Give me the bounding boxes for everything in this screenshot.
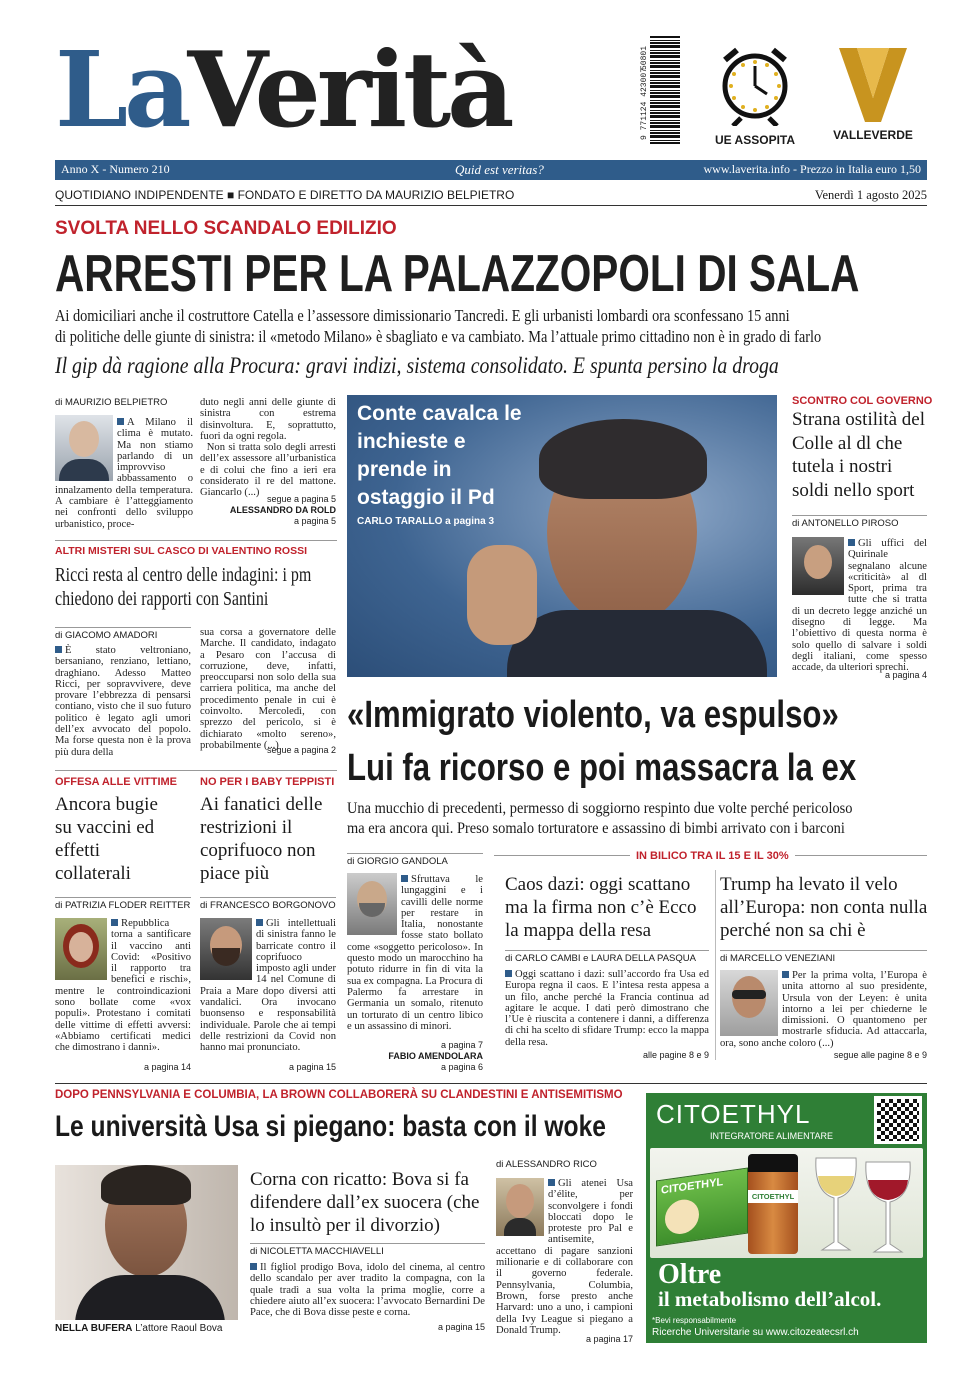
immigrato-headline-2[interactable]: Lui fa ricorso e poi massacra la ex (347, 748, 857, 789)
valleverde-v-icon (835, 42, 911, 124)
dazi-ref-2[interactable]: segue alle pagine 8 e 9 (833, 1050, 927, 1060)
ad-claim-1: Oltre (658, 1259, 722, 1290)
belpietro-text-2: duto negli anni delle giunte di sinistra con estrema disinvoltura. E, soprattutto, fuori da ogni regola. Non si tratta solo degli arresti dell’ex assessore all’urbanistica e di colui che fino a ieri era considerato il re del mattone. Giancarlo (...) (200, 397, 337, 499)
immigrato-text: Sfruttava le lungaggini e i cavilli delle norme per restare in Italia, nonostante fosse stato bollato come «soggetto pericoloso». In questo modo un marocchino ha potuto ridurre in fin di vita la sua ex compagna. La Procura di Palermo fa arrestare in Germania un somalo, ritenuto un torturato di un centro libico e un assassino di minori. (347, 874, 483, 1032)
bova-text: Il figliol prodigo Bova, idolo del cinema, al centro dello scandalo per aver tradito la compagna, con la quale tradì a sua volta la prima moglie, corre a chiedere aiuto all’ex suocera: l’avvocato Bernardini De Pace, che di Bova disse peste e corna. (250, 1262, 485, 1319)
vaccini-byline: di PATRIZIA FLODER REITTER (55, 897, 191, 911)
ad-bottle: CITOETHYL (748, 1154, 798, 1254)
qr-code (874, 1096, 922, 1144)
date: Venerdì 1 agosto 2025 (814, 188, 927, 202)
rossi-text-1: È stato veltroniano, bersaniano, renziano, lettiano, draghiano. Adesso Matteo Ricci, per sopravvivere, deve provare l’ebbrezza di pensarsi contiano, visto che il suo futuro politico è legato agli umori dell’ex avvocato del popolo. Ma forse questa non è la prova più dura della (55, 645, 191, 758)
dazi-title-1[interactable]: Caos dazi: oggi scattano ma la firma non c’è Ecco la mappa della resa (505, 874, 697, 941)
logo-la: La (55, 28, 188, 151)
belpietro-ref[interactable]: segue a pagina 5 (266, 494, 336, 504)
citoethyl-ad[interactable] (646, 1093, 927, 1343)
lead-kicker: SVOLTA NELLO SCANDALO EDILIZIO (55, 218, 397, 239)
valleverde-logo (835, 42, 911, 124)
rico-ref[interactable]: a pagina 17 (585, 1334, 633, 1344)
motto: Quid est veritas? (455, 162, 544, 177)
dazi-kicker: IN BILICO TRA IL 15 E IL 30% (630, 850, 795, 862)
rico-byline: di ALESSANDRO RICO (496, 1159, 597, 1170)
bova-ref[interactable]: a pagina 15 (437, 1322, 485, 1332)
piroso-byline: di ANTONELLO PIROSO (792, 515, 927, 529)
lead-headline[interactable]: ARRESTI PER LA PALAZZOPOLI DI SALA (55, 246, 860, 302)
ad-subtitle: INTEGRATORE ALIMENTARE (710, 1131, 834, 1141)
info-bar (55, 160, 927, 180)
rossi-text-2: sua corsa a governatore delle Marche. Il candidato, indagato a Pesaro con l’accusa di corruzione, deve, infatti, preoccuparsi non solo della sua carriera politica, ma anche del procedimento penale in cui è coinvolto. Mercoledì, con sprezzo del pericolo, si è dichiarato «molto sereno», probabilmente (...) (200, 627, 336, 751)
dazi-byline-1: di CARLO CAMBI e LAURA DELLA PASQUA (505, 950, 709, 964)
masthead (0, 0, 980, 210)
logo-verita: Verità (187, 28, 511, 151)
immigrato-deck-1: Una mucchio di precedenti, permesso di soggiorno respinto due volte perché pericoloso (347, 800, 853, 817)
coprifuoco-text: Gli intellettuali di sinistra fanno le barricate contro il coprifuoco imposto agli under 14 nel Comune di Praia a Mare dopo diversi atti vandalici. Ora invocano buonsenso e responsabilità individuale. Parole che ai tempi delle restrizioni da Covid non hanno mai pronunciato. (200, 918, 336, 1054)
lead-subhead: Il gip dà ragione alla Procura: gravi indizi, sistema consolidato. E spunta persino la droga (55, 353, 779, 378)
promo-ue-assopita[interactable] (715, 40, 795, 150)
site-price[interactable]: www.laverita.info - Prezzo in Italia euro 1,50 (703, 162, 921, 176)
rossi-byline: di GIACOMO AMADORI (55, 627, 191, 641)
daroldo-byline: ALESSANDRO DA ROLD (229, 505, 336, 515)
lead-deck-1: Ai domiciliari anche il costruttore Catella e l’assessore dimissionario Tancredi. E gli urbanisti lombardi ora sconfessano 15 anni (55, 306, 790, 325)
issue-number: Anno X - Numero 210 (61, 162, 170, 176)
conte-title[interactable]: Conte cavalca le inchieste e prende in ostaggio il Pd (357, 402, 522, 509)
lead-deck-2: di politiche delle giunte di sinistra: il «metodo Milano» è sbagliato e va cambiato. Ma l’attuale primo cittadino non è in grado di farlo (55, 327, 822, 346)
dazi-text-2: Per la prima volta, l’Europa è unita attorno al suo presidente, Ursula von der Leyen: è unita intorno a lei per chiederne le dimissioni. O quantomeno per mostrarle sfiducia. Ad attaccarla, ora, sono anche coloro (...) (720, 970, 927, 1049)
piroso-text: Gli uffici del Quirinale segnalano alcune «criticità» al dl Sport, prima tra tutte che si tratta di un decreto legge anziché un disegno di legge. Ma l’obiettivo di questa norma è solo quello di salvare i soldi degli italiani, come spesso accade, da ulteriori sprechi. (792, 538, 927, 674)
belpietro-text-1: A Milano il clima è mutato. Ma non stiamo parlando di un improvviso abbassamento o innalzamento della temperatura. A cambiare è l’atteggiamento nei confronti dello sviluppo urbanistico, proce- (55, 417, 193, 530)
piroso-kicker: SCONTRO COL GOVERNO (792, 395, 933, 407)
ad-scene (650, 1148, 923, 1258)
ad-brand: CITOETHYL (656, 1099, 811, 1129)
coprifuoco-byline: di FRANCESCO BORGONOVO (200, 897, 336, 911)
bova-title[interactable]: Corna con ricatto: Bova si fa difendere dall’ex suocera (che lo insultò per il divorzio) (250, 1169, 480, 1236)
piroso-title[interactable]: Strana ostilità del Colle al dl che tutela i nostri soldi nello sport (792, 409, 925, 501)
amendolara-byline: FABIO AMENDOLARA (388, 1051, 483, 1061)
dazi-ref-1[interactable]: alle pagine 8 e 9 (642, 1050, 709, 1060)
immigrato-headline-1[interactable]: «Immigrato violento, va espulso» (347, 695, 839, 735)
bova-photo[interactable] (55, 1165, 238, 1320)
bova-caption: NELLA BUFERA L’attore Raoul Bova (55, 1323, 223, 1334)
rossi-title[interactable]: Ricci resta al centro delle indagini: i pm chiedono dei rapporti con Santini (55, 564, 312, 610)
immigrato-ref-1[interactable]: a pagina 7 (440, 1040, 483, 1050)
coprifuoco-ref[interactable]: a pagina 15 (288, 1062, 336, 1072)
dazi-byline-2: di MARCELLO VENEZIANI (720, 950, 927, 964)
vaccini-ref[interactable]: a pagina 14 (143, 1062, 191, 1072)
wine-glasses-icon (810, 1152, 920, 1256)
daroldo-ref[interactable]: a pagina 5 (293, 516, 336, 526)
barcode-top: 50801 (640, 45, 649, 70)
rossi-ref[interactable]: segue a pagina 2 (266, 745, 336, 755)
vaccini-text: Repubblica torna a santificare il vaccino anti Covid: «Positivo il rapporto tra benefici e rischi», mentre le controindicazioni sono bollate come «vox populi». Protestano i comitati delle vittime di effetti avversi: «Abbiamo certificati medici che dimostrano i danni». (55, 918, 191, 1054)
ad-footer[interactable]: Ricerche Universitarie su www.citozeatecsrl.ch (652, 1327, 859, 1338)
promo2-label: VALLEVERDE (833, 128, 913, 142)
immigrato-ref-2[interactable]: a pagina 6 (440, 1062, 483, 1072)
vaccini-title[interactable]: Ancora bugie su vaccini ed effetti collaterali (55, 794, 158, 884)
dazi-title-2[interactable]: Trump ha levato il velo all’Europa: non conta nulla perché non sa chi è (720, 874, 928, 941)
bova-byline: di NICOLETTA MACCHIAVELLI (250, 1243, 485, 1257)
promo1-label: UE ASSOPITA (715, 133, 796, 147)
dazi-text-1: Oggi scattano i dazi: sull’accordo fra Usa ed Europa regna il caos. E l’intesa resta appesa a un filo, anche perché la Francia continua ad agitare le acque. I dati però dimostrano che l’Ue è riuscita a contenere i danni, a differenza di chi ha scelto di sfidare Trump: ecco la mappa della resa. (505, 969, 709, 1048)
ad-claim-2: il metabolismo dell’alcol. (658, 1287, 882, 1311)
rossi-kicker: ALTRI MISTERI SUL CASCO DI VALENTINO ROSSI (55, 545, 308, 557)
logo[interactable] (55, 28, 511, 151)
rico-text: Gli atenei Usa d’élite, per sconvolgere i fondi bloccati dopo le proteste pro Pal e antisemite, accettano di pagare sanzioni milionarie e di collaborare con il governo federale. Pennsylvania, Columbia, Brown, forse presto anche Harvard: uno a uno, i campioni della Ivy League si piegano a Donald Trump. (496, 1178, 633, 1336)
alarm-clock-icon (715, 40, 795, 126)
ad-note: *Bevi responsabilmente (652, 1316, 737, 1325)
coprifuoco-kicker: NO PER I BABY TEPPISTI (200, 776, 335, 788)
promo-valleverde[interactable] (818, 42, 928, 150)
barcode (650, 36, 680, 144)
woke-kicker: DOPO PENNSYLVANIA E COLUMBIA, LA BROWN COLLABORERÀ SU CLANDESTINI E ANTISEMITISMO (55, 1089, 623, 1101)
immigrato-deck-2: ma era ancora qui. Preso somalo torturatore e assassino di bimbi arrivato con i barconi (347, 820, 845, 837)
coprifuoco-title[interactable]: Ai fanatici delle restrizioni il coprifuoco non piace più (200, 794, 323, 884)
belpietro-byline: di MAURIZIO BELPIETRO (55, 397, 168, 408)
immigrato-byline: di GIORGIO GANDOLA (347, 853, 483, 867)
woke-headline[interactable]: Le università Usa si piegano: basta con il woke (55, 1110, 606, 1143)
vaccini-kicker: OFFESA ALLE VITTIME (55, 776, 178, 788)
conte-byline[interactable]: CARLO TARALLO a pagina 3 (357, 516, 495, 527)
barcode-digits: 9 771124 423007 (640, 67, 649, 140)
ad-box: CITOETHYL (656, 1168, 748, 1247)
piroso-ref[interactable]: a pagina 4 (884, 670, 927, 680)
tagline: QUOTIDIANO INDIPENDENTE ■ FONDATO E DIRETTO DA MAURIZIO BELPIETRO (55, 188, 515, 202)
